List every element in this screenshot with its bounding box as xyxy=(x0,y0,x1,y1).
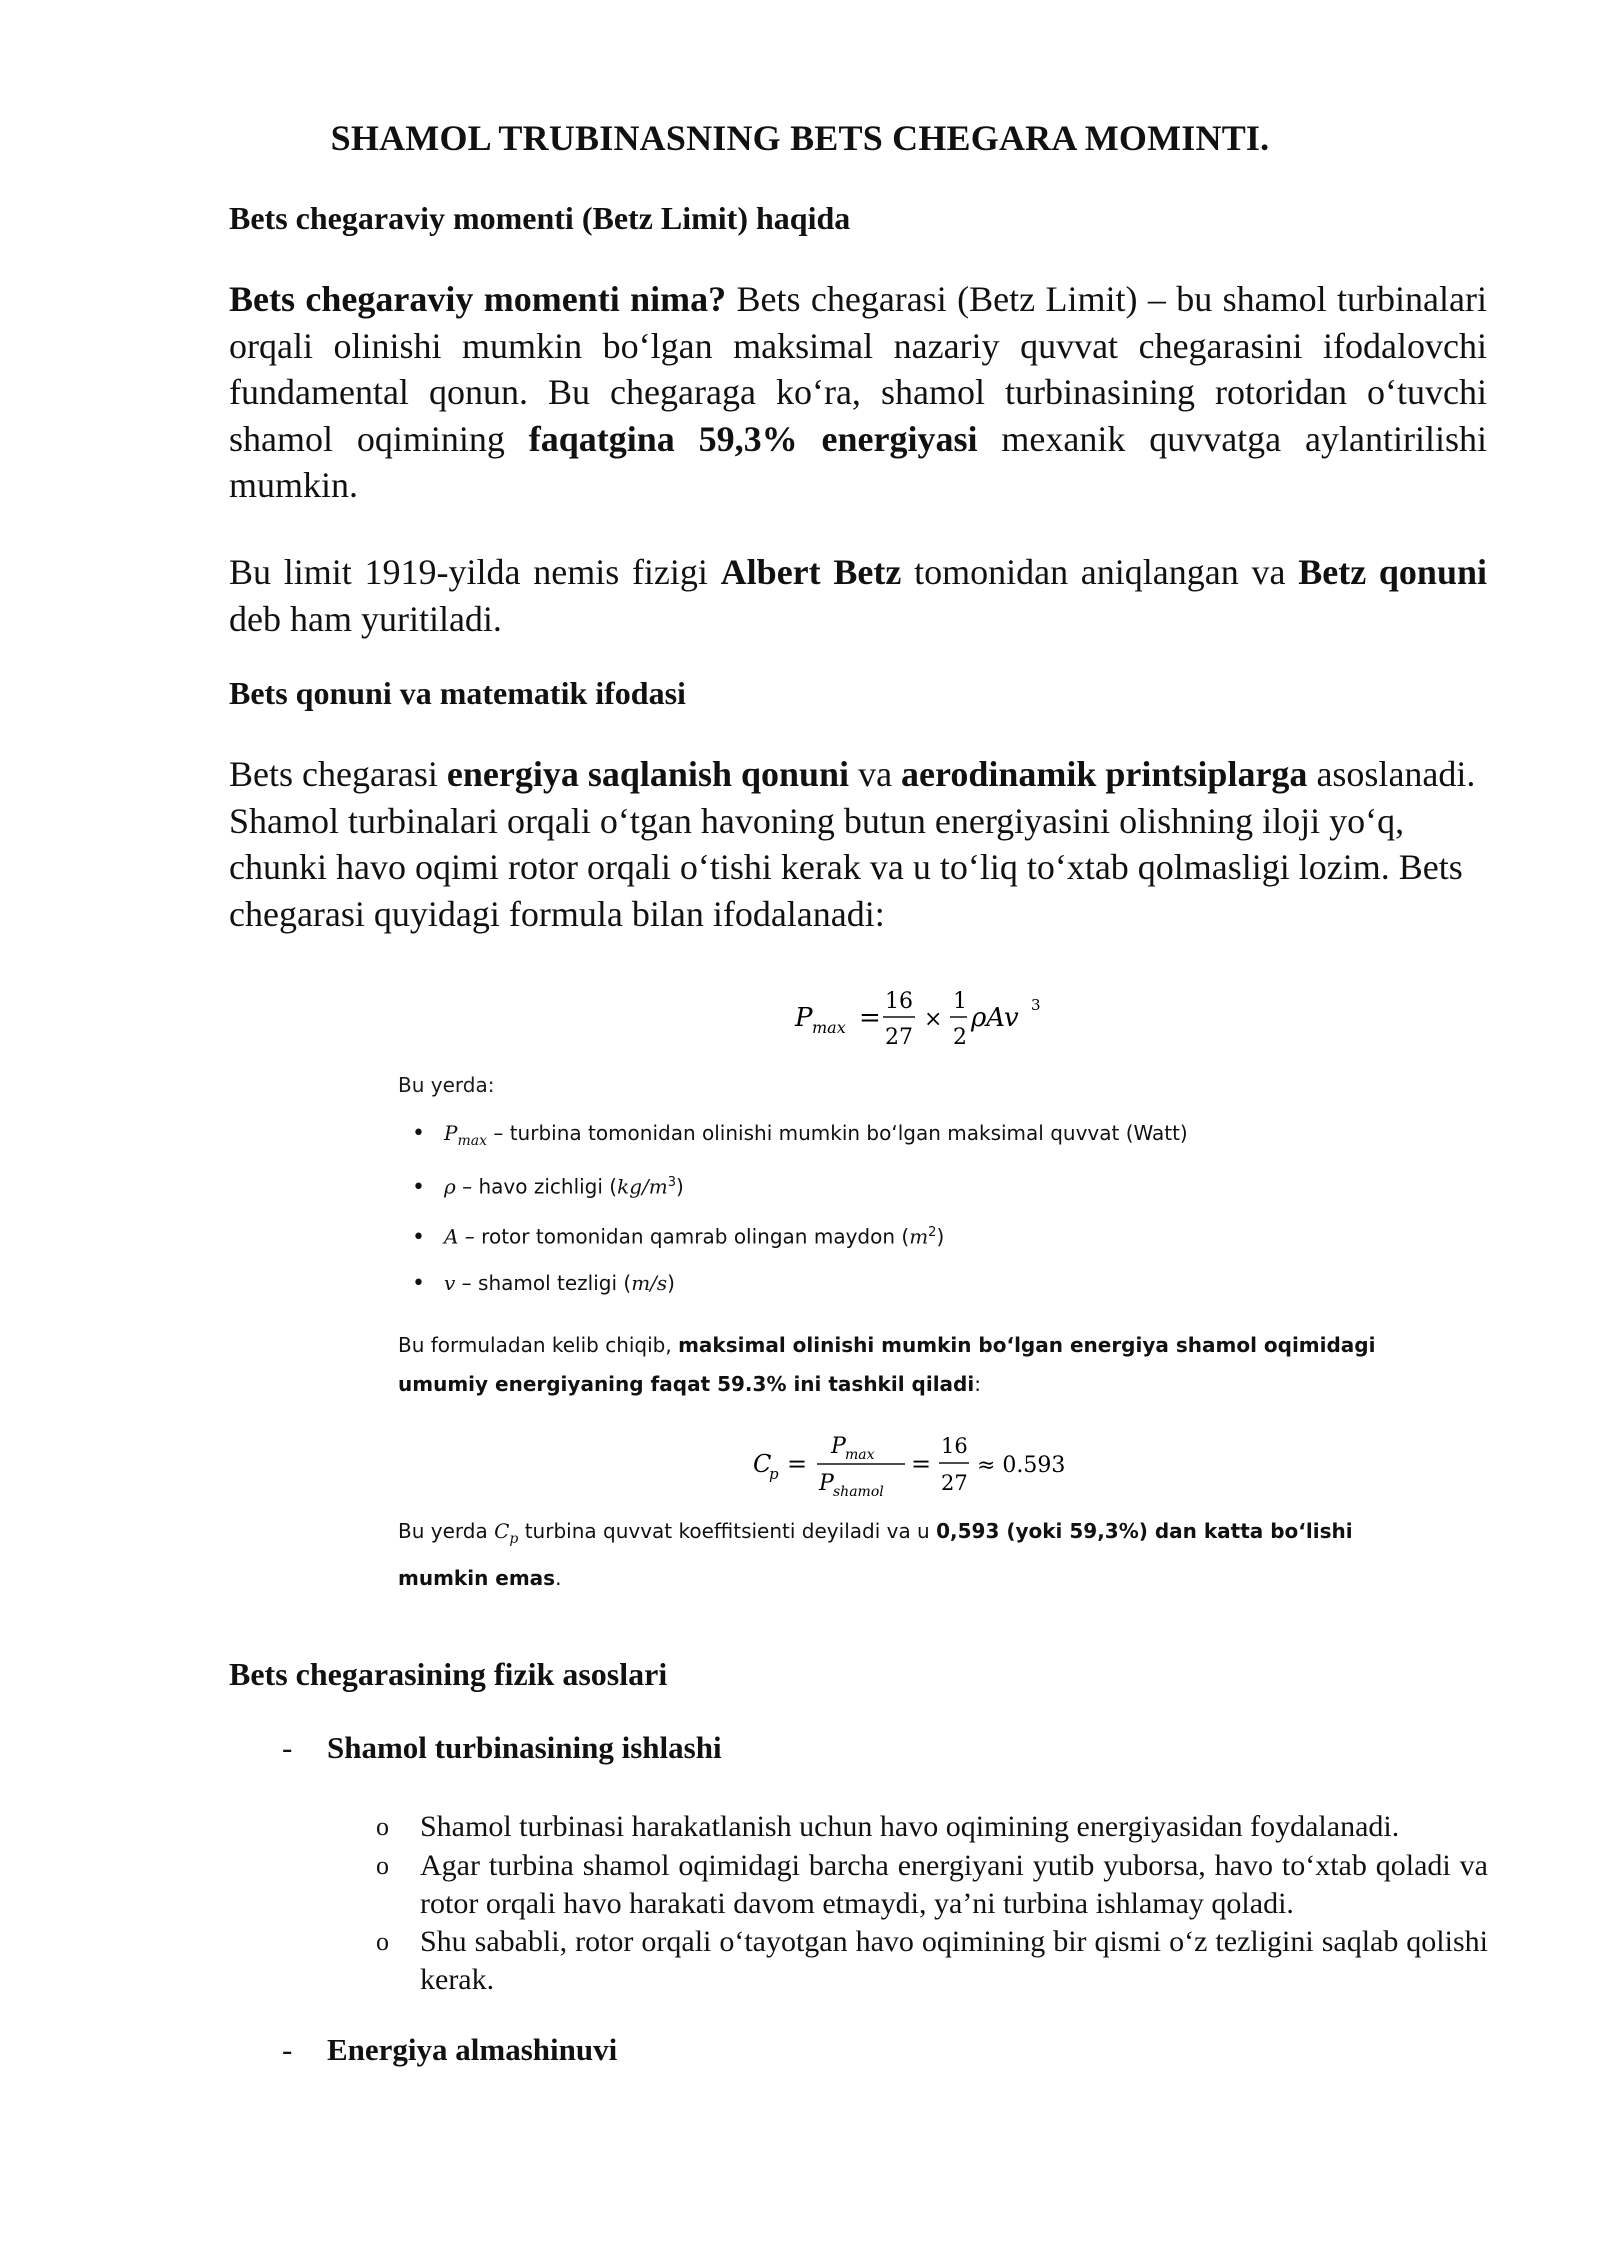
bold-aero-principles: aerodinamik printsiplarga xyxy=(901,754,1308,794)
cp-num: P xyxy=(831,1434,846,1459)
paragraph-max-energy: Bu formuladan kelib chiqib, maksimal olinishi mumkin bo‘lgan energiya shamol oqimidagi umumiy energiyaning faqat 59.3% ini tashkil qiladi: xyxy=(398,1333,1376,1396)
cp-eq1: = xyxy=(787,1450,808,1478)
legend-item-pmax: • $P_{max}$ – turbina tomonidan olinishi mumkin bo‘lgan maksimal quvvat (Watt) xyxy=(412,1121,1188,1149)
list-item: o Shu sababli, rotor orqali o‘tayotgan havo oqimining bir qismi o‘z tezligini saqlab qolishi kerak. xyxy=(376,1925,1488,1996)
formula-rest: ρAv xyxy=(971,1003,1019,1033)
legend-item-area: • A – rotor tomonidan qamrab olingan maydon $(m^2)$ xyxy=(412,1224,945,1250)
formula-lhs-sub: max xyxy=(812,1018,846,1037)
paragraph-math-intro: Bets chegarasi energiya saqlanish qonuni va aerodinamik printsiplarga asoslanadi. Shamol turbinalari orqali o‘tgan havoning butun energiyasini olishning iloji yo‘q, chunki havo oqimi rotor orqali o‘tishi kerak va u to‘liq to‘xtab qolmasligi lozim. Bets chegarasi quyidagi formula bilan ifodalanadi: xyxy=(229,754,1476,934)
section-heading-physics: Bets chegarasining fizik asoslari xyxy=(229,1656,668,1692)
cp-eq2: = xyxy=(911,1450,932,1478)
bold-percentage: faqatgina 59,3% energiyasi xyxy=(528,418,978,459)
cp-approx: ≈ 0.593 xyxy=(977,1453,1066,1478)
bold-max-energy: maksimal olinishi mumkin bo‘lgan energiya shamol oqimidagi umumiy energiyaning faqat 59.3% ini tashkil qiladi xyxy=(398,1333,1376,1396)
legend-intro: Bu yerda: xyxy=(398,1073,495,1097)
formula-num2: 1 xyxy=(953,989,967,1014)
formula-num1: 16 xyxy=(885,989,913,1014)
subheading-turbine-operation: - Shamol turbinasining ishlashi xyxy=(282,1730,722,1765)
paragraph-cp-coefficient: Bu yerda $C_p$ turbina quvvat koeffitsienti deyiladi va u 0,593 (yoki 59,3%) dan katta bo‘lishi mumkin emas. xyxy=(398,1519,1353,1590)
section-heading-betz-limit: Bets chegaraviy momenti (Betz Limit) haqida xyxy=(229,200,851,236)
formula-den2: 2 xyxy=(953,1025,967,1050)
list-item: o Agar turbina shamol oqimidagi barcha energiyani yutib yuborsa, havo to‘xtab qoladi va rotor orqali havo harakati davom etmaydi, ya’ni turbina ishlamay qoladi. xyxy=(376,1849,1488,1920)
cp-den-sub: shamol xyxy=(833,1484,884,1500)
formula-lhs: P xyxy=(795,1003,813,1033)
formula-eq: = xyxy=(859,1003,881,1033)
formula-times: × xyxy=(924,1007,943,1032)
bold-energy-law: energiya saqlanish qonuni xyxy=(446,754,850,794)
bold-cp-limit: 0,593 (yoki 59,3%) dan katta bo‘lishi mumkin emas xyxy=(398,1519,1353,1590)
formula-den1: 27 xyxy=(885,1025,913,1050)
paragraph-betz-history: Bu limit 1919-yilda nemis fizigi Albert Betz tomonidan aniqlangan va Betz qonuni deb ham yuritiladi. xyxy=(229,552,1488,639)
cp-lhs: C xyxy=(753,1450,772,1478)
legend-item-velocity: • v – shamol tezligi (m/s) xyxy=(412,1271,675,1296)
cp-num-sub: max xyxy=(845,1447,875,1463)
bold-albert-betz: Albert Betz xyxy=(720,552,902,592)
formula-exp: 3 xyxy=(1031,996,1041,1014)
cp-den: P xyxy=(819,1471,834,1496)
formula-pmax xyxy=(785,980,1085,1060)
section-heading-math: Bets qonuni va matematik ifodasi xyxy=(229,675,686,711)
legend-item-rho: • ρ – havo zichligi $(kg/m^3)$ xyxy=(412,1174,684,1200)
paragraph-betz-definition: Bets chegaraviy momenti nima? Bets chegarasi (Betz Limit) – bu shamol turbinalari orqali olinishi mumkin bo‘lgan maksimal nazariy quvvat chegarasini ifodalovchi fundamental qonun. Bu chegaraga ko‘ra, shamol turbinasining rotoridan o‘tuvchi shamol oqimining faqatgina 59,3% energiyasi mexanik quvvatga aylantirilishi mumkin. xyxy=(229,279,1488,505)
list-item: o Shamol turbinasi harakatlanish uchun havo oqimining energiyasidan foydalanadi. xyxy=(376,1810,1400,1843)
document-title: SHAMOL TRUBINASNING BETS CHEGARA MOMINTI. xyxy=(330,118,1270,158)
cp-den2: 27 xyxy=(941,1471,968,1495)
formula-cp xyxy=(745,1428,1085,1504)
bold-question: Bets chegaraviy momenti nima? xyxy=(229,279,727,319)
subheading-energy-exchange: - Energiya almashinuvi xyxy=(282,2032,618,2067)
bold-betz-qonuni: Betz qonuni xyxy=(1298,552,1488,592)
cp-lhs-sub: p xyxy=(769,1465,779,1483)
cp-num2: 16 xyxy=(941,1434,968,1458)
